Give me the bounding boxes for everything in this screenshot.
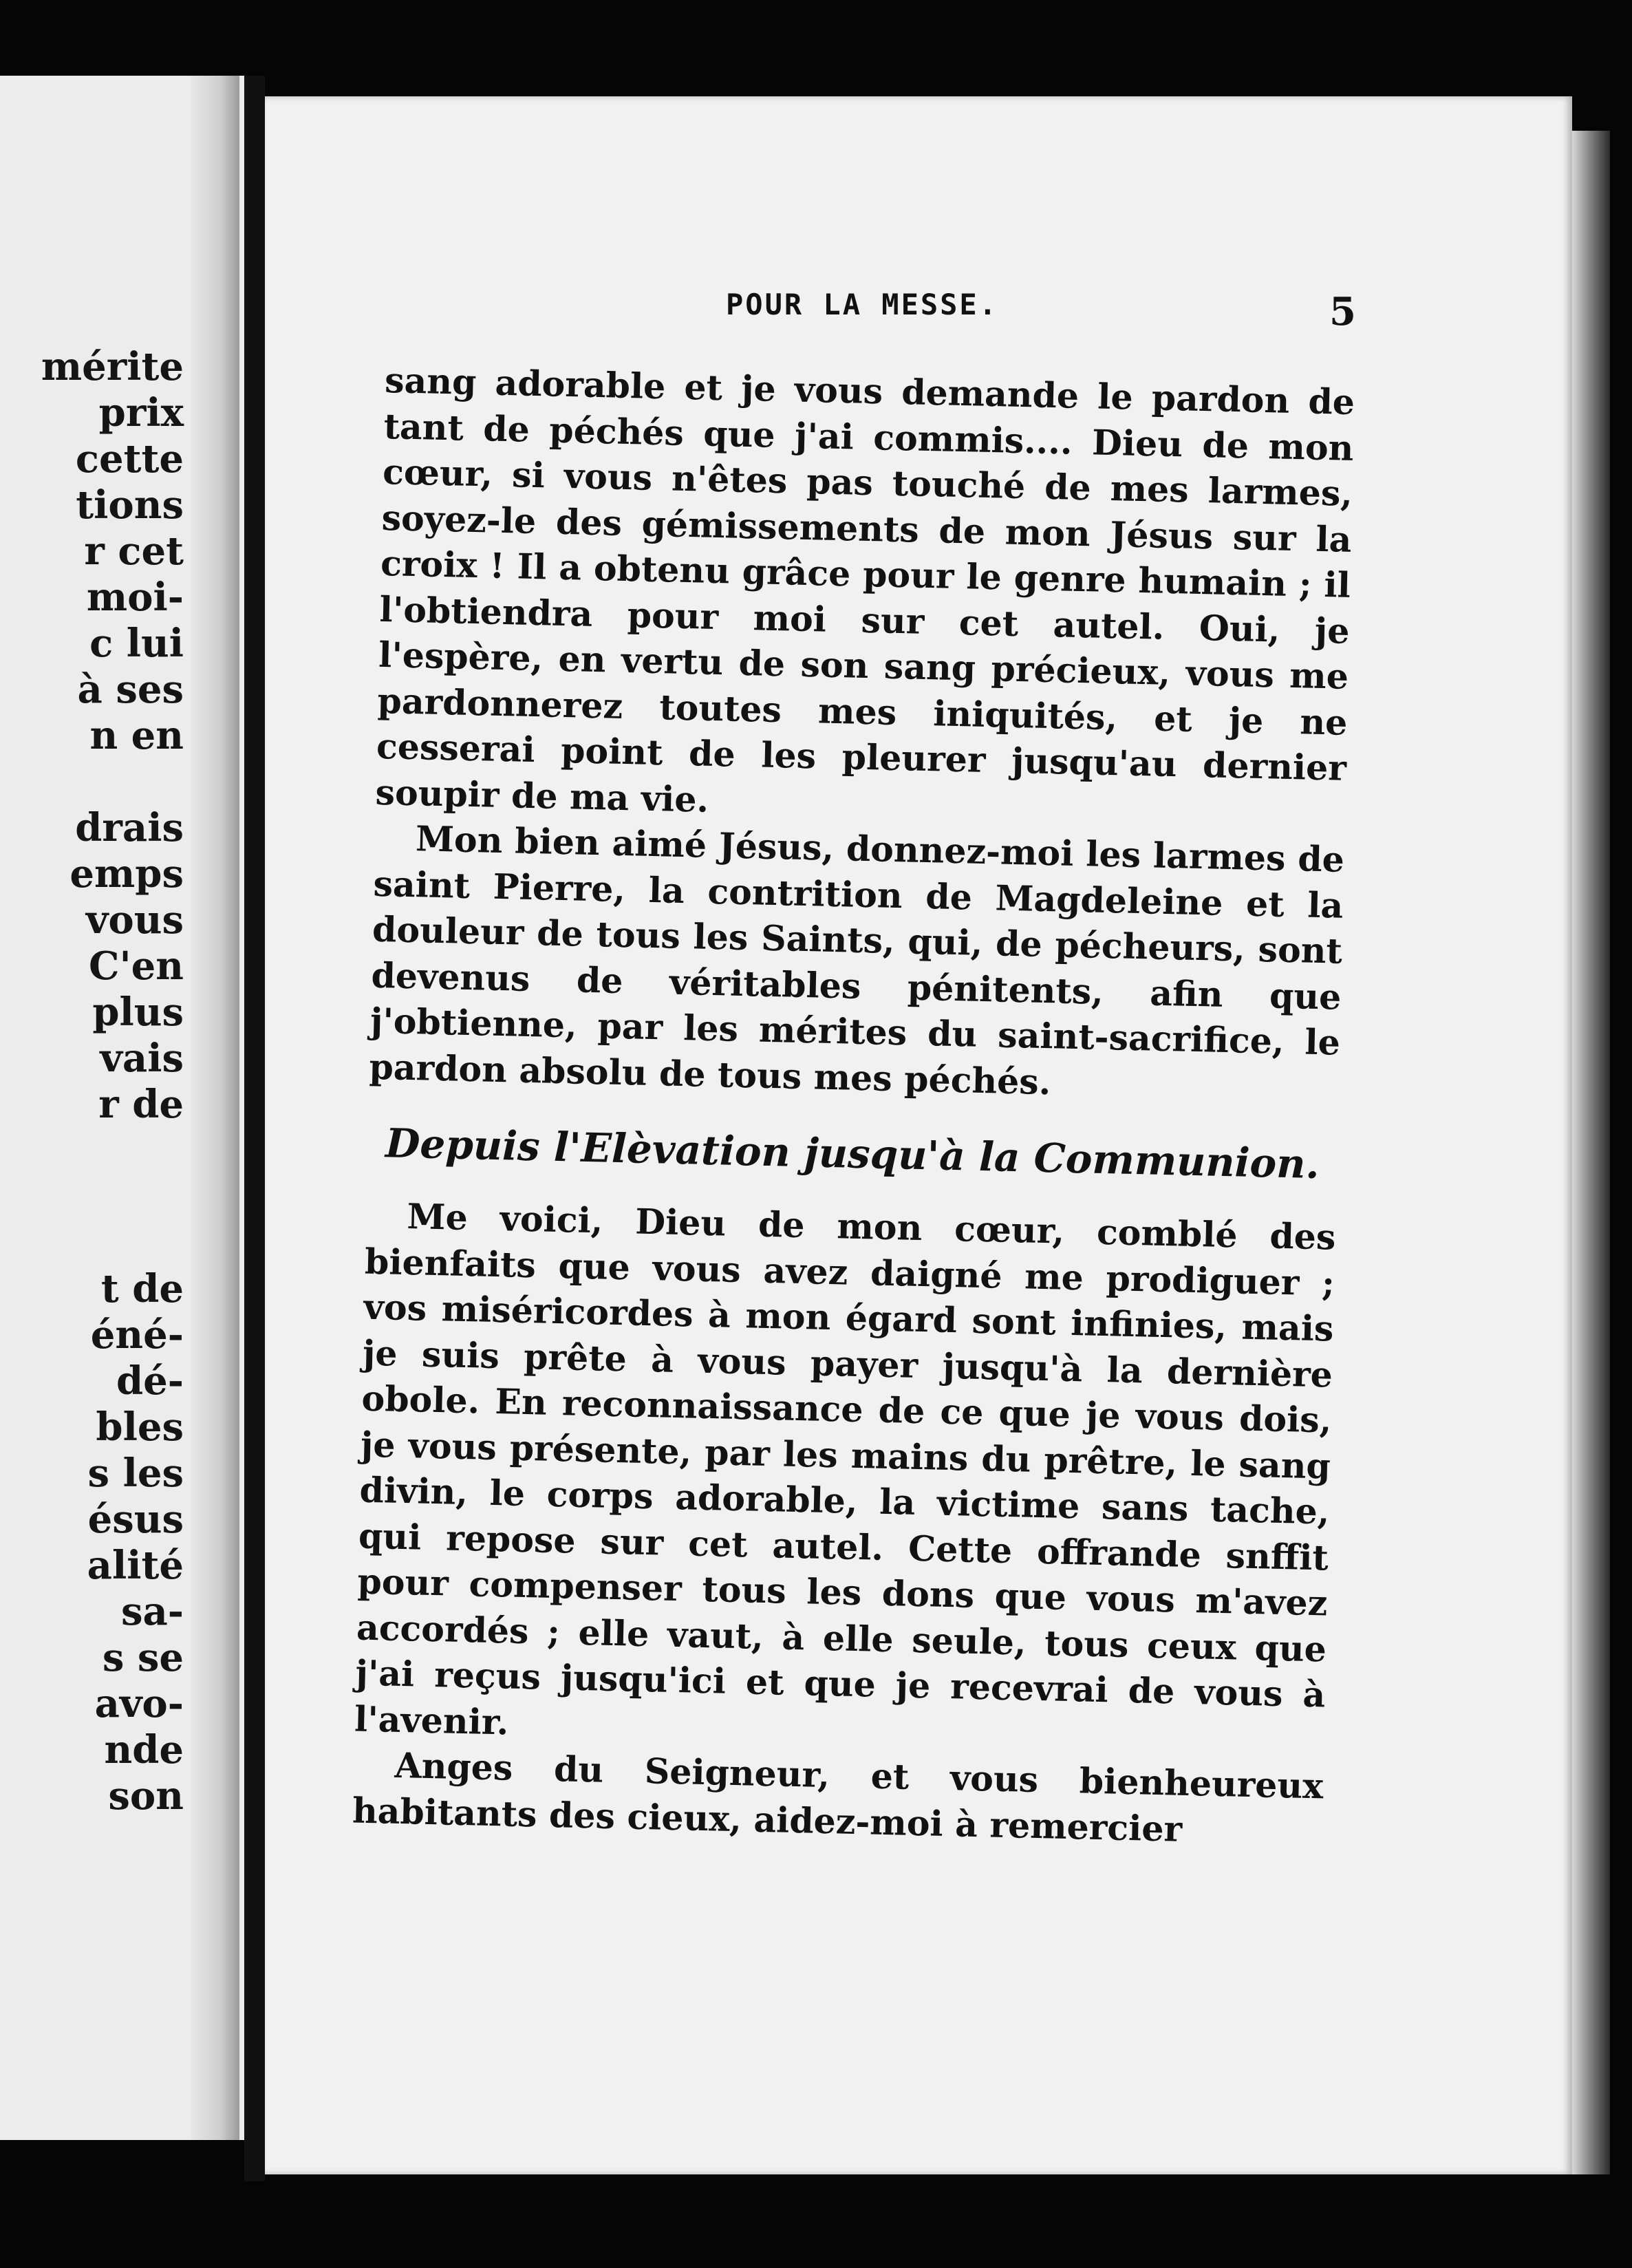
paragraph: Mon bien aimé Jésus, donnez-moi les larmes de saint Pierre, la contrition de Magdeleine et la douleur de tous les Saints, qui, de pécheurs, sont devenus de véritables pénitents, afin que j'obtienne, par les mérites du saint-sacrifice, le pardon absolu de tous mes péchés. xyxy=(368,818,1345,1102)
fragment-line: prix xyxy=(98,390,184,436)
fragment-line: emps xyxy=(69,851,184,897)
fragment-line: drais xyxy=(75,805,184,850)
fragment-line: dé- xyxy=(116,1358,184,1404)
fragment-line: s se xyxy=(102,1635,184,1680)
fragment-line: son xyxy=(108,1773,184,1819)
fragment-line: cette xyxy=(75,436,184,482)
book-spine xyxy=(244,76,265,2181)
section-heading: Depuis l'Elèvation jusqu'à la Communion. xyxy=(385,1120,1320,1188)
fragment-line: mérite xyxy=(41,344,184,389)
page-body xyxy=(352,358,1355,1855)
fragment-line: moi- xyxy=(86,575,184,620)
page-number: 5 xyxy=(1329,289,1356,334)
paragraph: Me voici, Dieu de mon cœur, comblé des bienfaits que vous avez daigné me prodiguer ; vos miséricordes à mon égard sont infinies, mais je suis prête à vous payer jusqu'à la dernière obole. En reconnaissance de ce que je vous dois, je vous présente, par les mains du prêtre, le sang divin, le corps adorable, la victime sans tache, qui repose sur cet autel. Cette offrande snffit pour compenser tous les dons que vous m'avez accordés ; elle vaut, à elle seule, tous ceux que j'ai reçus jusqu'ici et que je recevrai de vous à l'avenir. xyxy=(354,1196,1337,1743)
fragment-line: t de xyxy=(100,1266,184,1312)
fragment-line: bles xyxy=(96,1404,184,1450)
paragraph: sang adorable et je vous demande le pardon de tant de péchés que j'ai commis.... Dieu de mon cœur, si vous n'êtes pas touché de mes larmes, soyez-le des gémissements de mon Jésus sur la croix ! Il a obtenu grâce pour le genre humain ; il l'obtiendra pour moi sur cet autel. Oui, je l'espère, en vertu de son sang précieux, vous me pardonnerez toutes mes iniquités, et je ne cesserai point de les pleurer jusqu'au dernier soupir de ma vie. xyxy=(375,359,1355,820)
fragment-line: n en xyxy=(89,713,184,758)
fragment-line: s les xyxy=(87,1451,184,1496)
fragment-line: à ses xyxy=(77,667,184,712)
paragraph: Anges du Seigneur, et vous bienheureux habitants des cieux, aidez-moi à remercier xyxy=(352,1744,1324,1850)
previous-page-fragment xyxy=(0,76,244,2140)
fragment-line: éné- xyxy=(90,1312,184,1358)
fragment-line: c lui xyxy=(89,621,184,666)
fragment-line: vais xyxy=(100,1036,184,1081)
left-page-gutter-shadow xyxy=(191,76,239,2140)
fragment-line: sa- xyxy=(120,1589,184,1634)
fragment-line: tions xyxy=(76,482,184,528)
running-header: POUR LA MESSE. xyxy=(726,288,999,321)
fragment-line: nde xyxy=(104,1727,184,1773)
fragment-line: alité xyxy=(87,1543,184,1588)
page-edge-shadow xyxy=(1572,131,1610,2174)
fragment-line: ésus xyxy=(87,1497,184,1542)
fragment-line: vous xyxy=(85,897,184,943)
fragment-line: r cet xyxy=(84,528,184,574)
fragment-line: plus xyxy=(92,989,184,1035)
previous-page-text-fragments xyxy=(41,344,184,1819)
fragment-line: avo- xyxy=(94,1681,184,1726)
fragment-line: C'en xyxy=(88,943,184,989)
fragment-line: r de xyxy=(98,1082,184,1127)
